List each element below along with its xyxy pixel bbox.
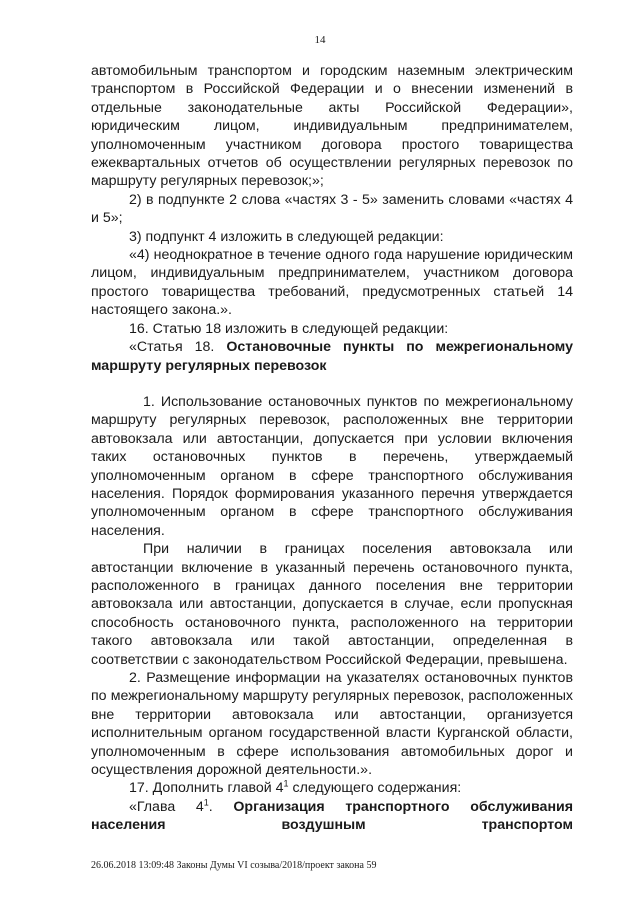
- paragraph-subitem-3: 3) подпункт 4 изложить в следующей редакции:: [129, 228, 444, 245]
- paragraph-item-16: 16. Статью 18 изложить в следующей редакции:: [129, 320, 449, 337]
- paragraph-quoted-subitem-4: «4) неоднократное в течение одного года нарушение юридическим лицом, индивидуальным предпринимателем, участником договора простого товарищества требований, предусмотренных статьей 14 настоящего закона.».: [91, 247, 573, 319]
- chapter-heading-superscript: 1: [203, 797, 209, 808]
- spacer: [91, 375, 573, 393]
- article-title: Остановочные пункты по межрегиональному маршруту регулярных перевозок: [91, 339, 574, 374]
- paragraph-subitem-2: 2) в подпункте 2 слова «частях 3 - 5» заменить словами «частях 4 и 5»;: [91, 191, 573, 227]
- chapter-title: Организация транспортного обслуживания населения воздушным транспортом: [91, 798, 574, 834]
- item-17-text-end: следующего содержания:: [288, 780, 462, 797]
- paragraph-continuation: автомобильным транспортом и городским наземным электрическим транспортом в Российской Федерации и о внесении изменений в отдельные законодательные акты Российской Федерации», юридическим лицом, индивидуальным предпринимателем, уполномоченным участником договора простого товарищества ежеквартальных отчетов об осуществлении регулярных перевозок по маршруту регулярных перевозок;»;: [91, 63, 573, 190]
- page-number: 14: [314, 34, 326, 46]
- chapter-dot: .: [208, 798, 234, 815]
- article-part-2: 2. Размещение информации на указателях остановочных пунктов по межрегиональному маршруту регулярных перевозок, расположенных вне территории автовокзала или автостанции, организуется исполнительным органом государственной власти Курганской области, уполномоченным в сфере использования автомобильных дорог и осуществления дорожной деятельности.».: [91, 670, 573, 779]
- article-part-1: 1. Использование остановочных пунктов по межрегиональному маршруту регулярных перевозок, расположенных вне территории автовокзала или автостанции, допускается при условии включения таких остановочных пунктов в перечень, утверждаемый уполномоченным органом в сфере транспортного обслуживания населения. Порядок формирования указанного перечня утверждается уполномоченным органом в сфере транспортного обслуживания населения.: [91, 393, 573, 539]
- paragraph-item-17: [91, 779, 573, 797]
- footer-stamp: 26.06.2018 13:09:48 Законы Думы VI созыва/2018/проект закона 59: [91, 860, 377, 871]
- article-heading: [91, 338, 573, 375]
- chapter-prefix: «Глава 4: [129, 798, 204, 815]
- document-body: [91, 62, 573, 835]
- item-17-text: 17. Дополнить главой 4: [129, 780, 284, 797]
- article-part-1-continuation: При наличии в границах поселения автовокзала или автостанции включение в указанный перечень остановочного пункта, расположенного в границах данного поселения вне территории автовокзала или автостанции, допускается в случае, если пропускная способность остановочного пункта, расположенного на территории такого автовокзала или такой автостанции, определенная в соответствии с законодательством Российской Федерации, превышена.: [91, 541, 573, 668]
- article-prefix: «Статья 18.: [129, 339, 227, 356]
- chapter-heading: [91, 798, 573, 835]
- chapter-superscript: 1: [283, 778, 289, 789]
